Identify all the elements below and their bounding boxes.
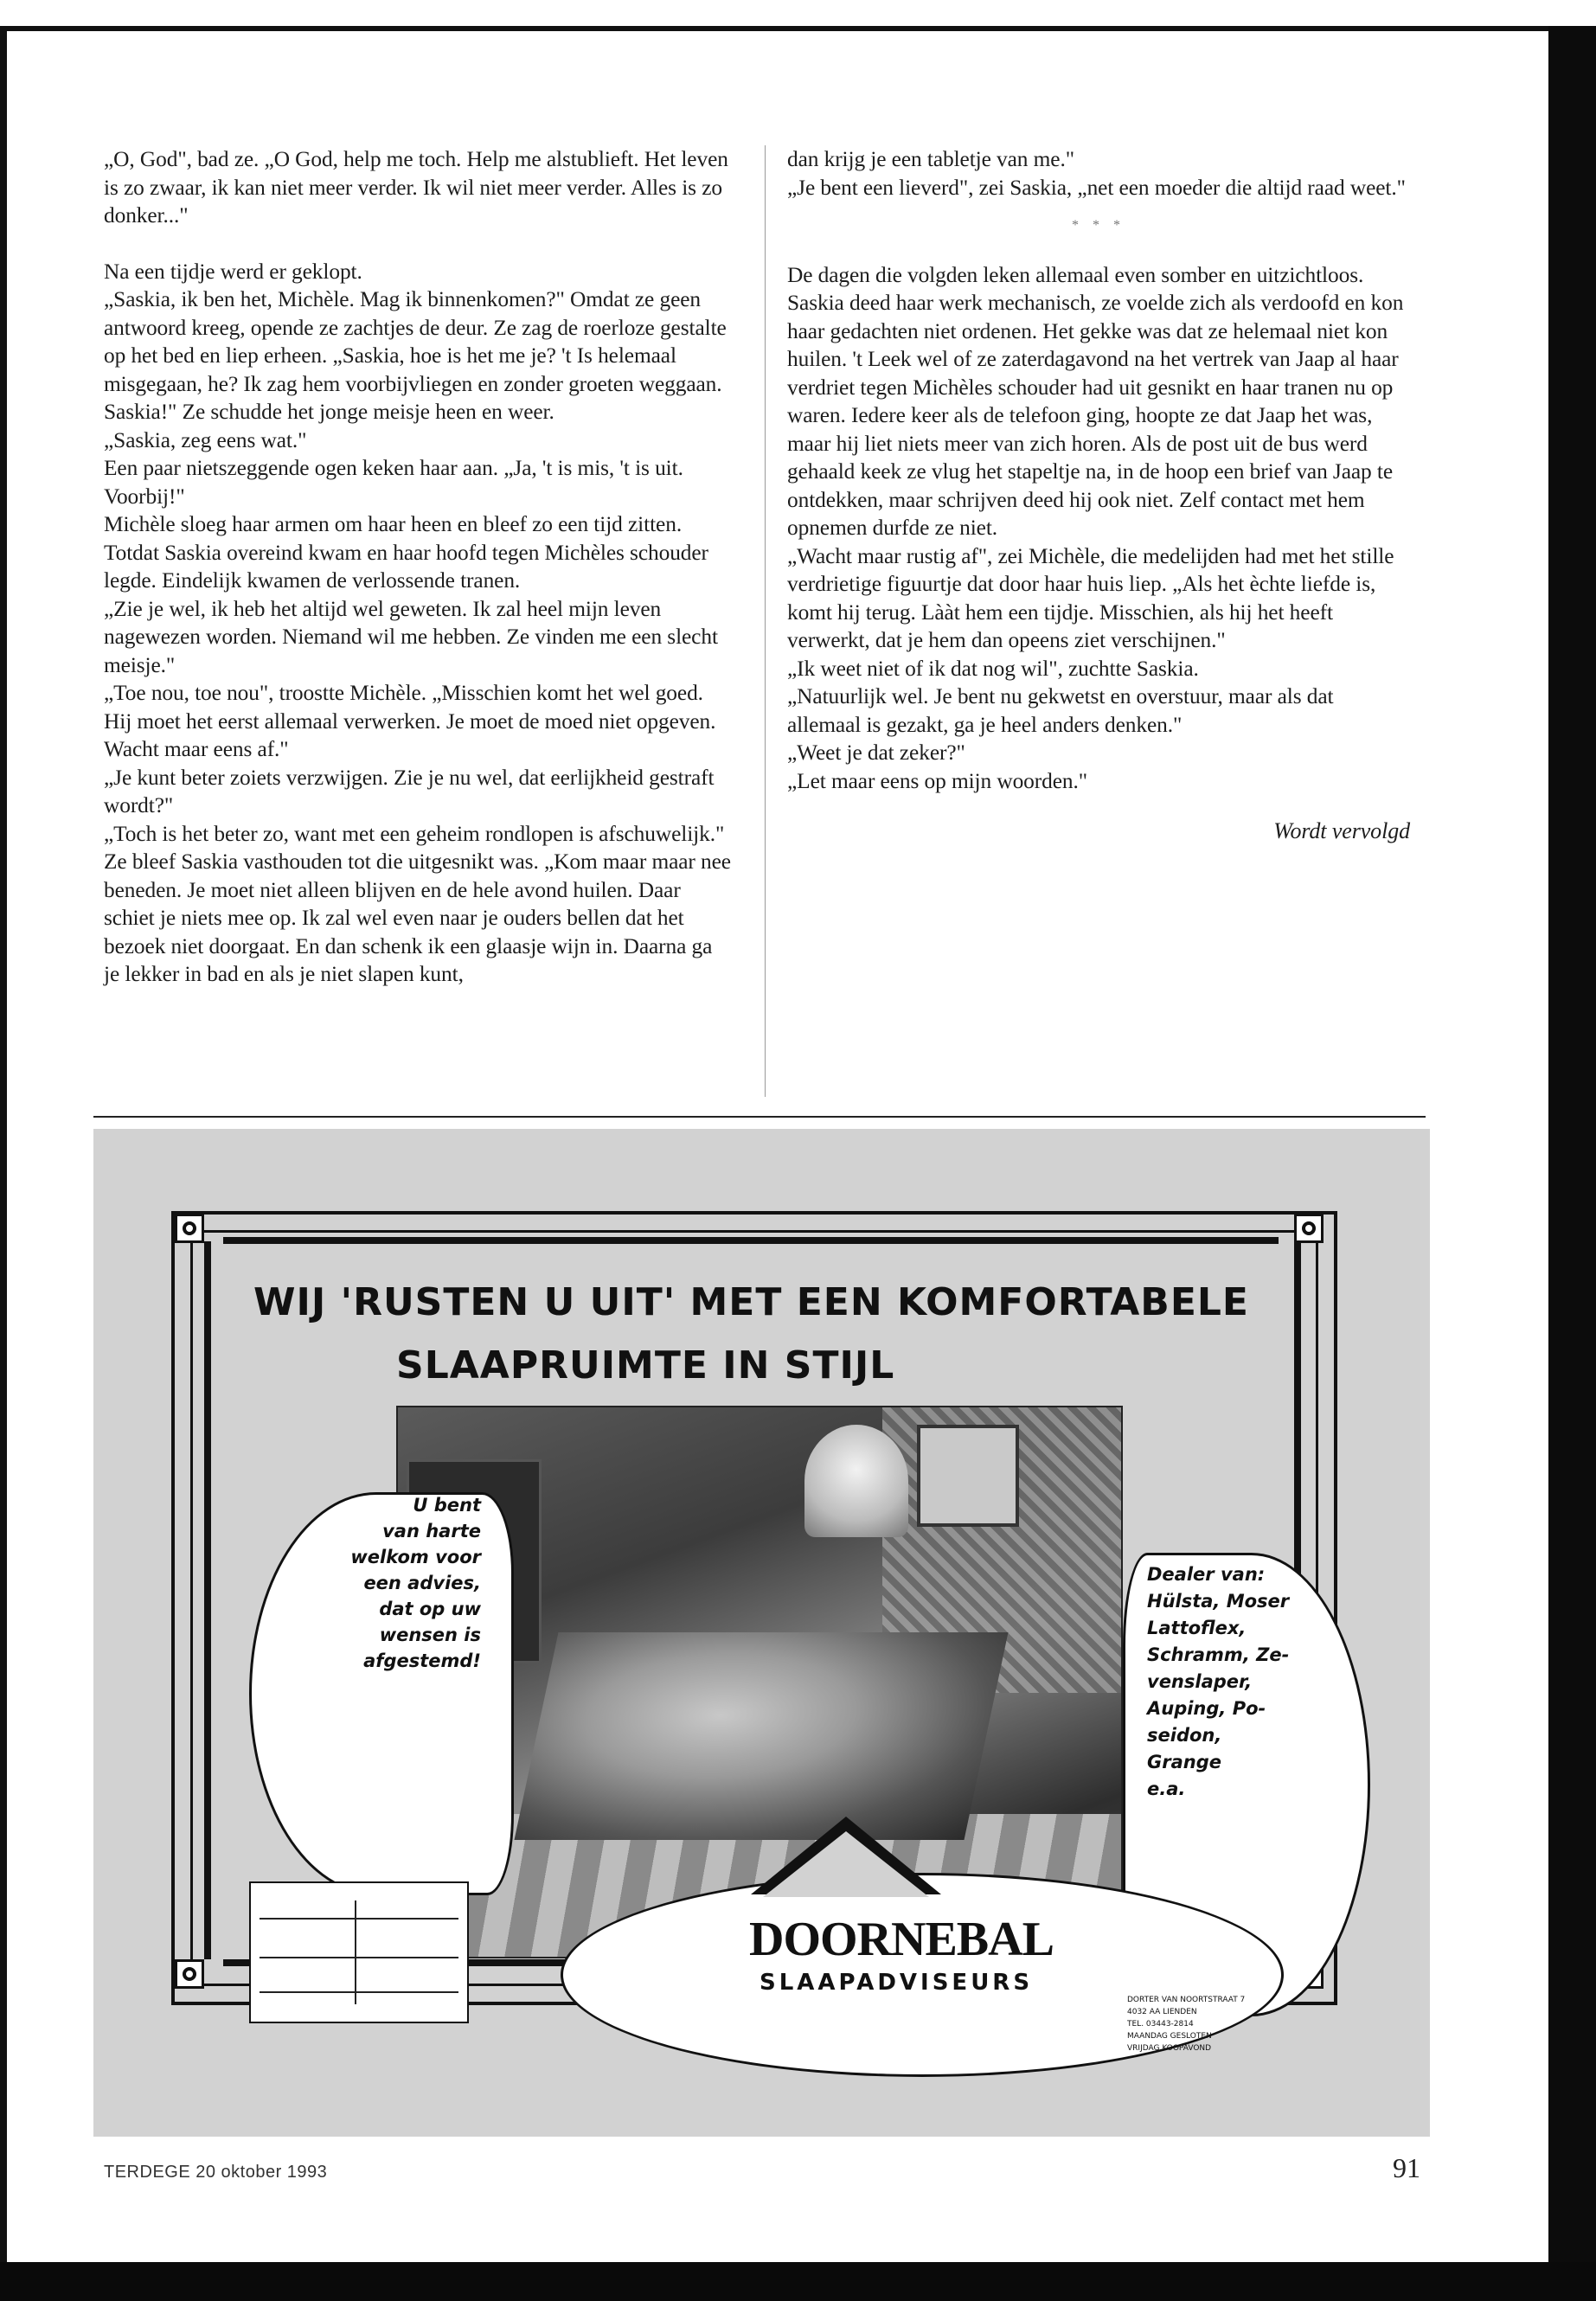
story-paragraph: „Natuurlijk wel. Je bent nu gekwetst en overstuur, maar als dat allemaal is gezakt, ga je heel anders denken.": [787, 684, 1334, 737]
screw-icon: [175, 1959, 204, 1989]
ad-frame-bar-top: [223, 1237, 1279, 1244]
story-paragraph: „Let maar eens op mijn woorden.": [787, 768, 1088, 793]
address-line: VRIJDAG KOOPAVOND: [1127, 2044, 1212, 2053]
bubble-line: welkom voor: [350, 1547, 481, 1567]
story-paragraph: „Saskia, zeg eens wat.": [104, 427, 307, 452]
map-road: [260, 1991, 458, 1993]
store-address: [1127, 1994, 1309, 2054]
bubble-line: Lattoflex,: [1147, 1618, 1247, 1638]
brand-subtitle: SLAAPADVISEURS: [760, 1970, 1034, 1996]
section-separator: * * *: [1072, 218, 1125, 233]
bubble-line: Hülsta, Moser: [1147, 1591, 1290, 1612]
ad-headline-sub: SLAAPRUIMTE IN STIJL: [396, 1343, 895, 1388]
bubble-line: Grange: [1147, 1752, 1221, 1772]
bubble-line: wensen is: [379, 1625, 481, 1645]
photo-wall-picture: [917, 1425, 1019, 1527]
story-column-left: [104, 145, 731, 989]
story-paragraph: „Weet je dat zeker?": [787, 740, 965, 765]
address-line: DORTER VAN NOORTSTRAAT 7: [1127, 1996, 1246, 2004]
story-paragraph: „Je kunt beter zoiets verzwijgen. Zie je nu wel, dat eerlijkheid gestraft wordt?": [104, 765, 715, 817]
bubble-line: Schramm, Ze-: [1147, 1644, 1290, 1665]
logo-roof-inner: [763, 1831, 929, 1897]
scan-edge-right: [1548, 26, 1596, 2275]
scan-edge-bottom: [0, 2262, 1596, 2301]
story-paragraph: dan krijg je een tabletje van me.": [787, 147, 1074, 171]
ad-headline: WIJ 'RUSTEN U UIT' MET EEN KOMFORTABELE: [253, 1280, 1249, 1324]
address-line: TEL. 03443-2814: [1127, 2020, 1194, 2029]
story-paragraph: „Toe nou, toe nou", troostte Michèle. „Misschien komt het wel goed. Hij moet het eerst allemaal verwerken. Je moet de moed niet opgeven. Wacht maar eens af.": [104, 681, 716, 761]
map-road: [260, 1957, 458, 1958]
scan-edge-top: [0, 26, 1596, 31]
welcome-bubble-text: [266, 1492, 481, 1674]
ad-frame-bar-left: [204, 1241, 211, 1959]
bubble-line: seidon,: [1147, 1725, 1222, 1746]
route-map: [249, 1881, 469, 2023]
column-divider: [765, 145, 766, 1097]
photo-bed: [514, 1632, 1008, 1840]
paragraph-gap: [104, 230, 731, 258]
bubble-line: e.a.: [1147, 1779, 1186, 1799]
story-paragraph: Michèle sloeg haar armen om haar heen en bleef zo een tijd zitten. Totdat Saskia overeind kwam en haar hoofd tegen Michèles schouder legde. Eindelijk kwamen de verlossende tranen.: [104, 512, 708, 593]
screw-icon: [175, 1214, 204, 1243]
bubble-line: afgestemd!: [363, 1650, 481, 1671]
to-be-continued: Wordt vervolgd: [1273, 818, 1410, 843]
map-road: [260, 1918, 458, 1920]
bubble-line: Dealer van:: [1147, 1564, 1266, 1585]
publication-footer: TERDEGE 20 oktober 1993: [104, 2163, 328, 2182]
bubble-line: een advies,: [363, 1573, 481, 1593]
story-paragraph: „Zie je wel, ik heb het altijd wel geweten. Ik zal heel mijn leven nagewezen worden. Niemand wil me hebben. Ze vinden me een slecht meisje.": [104, 596, 718, 677]
bubble-line: U bent: [413, 1495, 481, 1516]
map-road: [355, 1900, 356, 2004]
story-paragraph: „Je bent een lieverd", zei Saskia, „net een moeder die altijd raad weet.": [787, 175, 1406, 200]
bubble-line: Auping, Po-: [1147, 1698, 1266, 1719]
bubble-line: van harte: [382, 1521, 481, 1541]
story-paragraph: Na een tijdje werd er geklopt.: [104, 259, 362, 284]
story-paragraph: „Wacht maar rustig af", zei Michèle, die medelijden had met het stille verdrietige figuurtje dat door haar huis liep. „Als het èchte liefde is, komt hij terug. Lààt hem een tijdje. Misschien, als hij het heeft verwerkt, dat je hem dan opeens ziet verschijnen.": [787, 543, 1394, 652]
story-paragraph: „O, God", bad ze. „O God, help me toch. Help me alstublieft. Het leven is zo zwaar, ik kan niet meer verder. Ik wil niet meer verder. Alles is zo donker...": [104, 147, 728, 228]
story-paragraph: „Saskia, ik ben het, Michèle. Mag ik binnenkomen?" Omdat ze geen antwoord kreeg, opende ze zachtjes de deur. Ze zag de roerloze gestalte op het bed en liep erheen. „Saskia, hoe is het me je? 't Is helemaal misgegaan, he? Ik zag hem voorbijvliegen en zonder groeten weggaan. Saskia!" Ze schudde het jonge meisje heen en weer.: [104, 287, 727, 424]
story-column-right: [787, 145, 1410, 846]
advertisement-top-rule: [93, 1116, 1426, 1118]
scan-edge-left: [0, 26, 7, 2275]
bubble-line: dat op uw: [379, 1599, 481, 1619]
dealer-bubble-text: [1147, 1561, 1337, 1803]
address-line: MAANDAG GESLOTEN: [1127, 2032, 1212, 2041]
screw-icon: [1294, 1214, 1324, 1243]
advertisement: [93, 1129, 1430, 2137]
address-line: 4032 AA LIENDEN: [1127, 2008, 1197, 2016]
photo-lamp: [804, 1425, 908, 1537]
bubble-line: venslaper,: [1147, 1671, 1253, 1692]
story-paragraph: „Ik weet niet of ik dat nog wil", zuchtte Saskia.: [787, 656, 1199, 681]
story-paragraph: De dagen die volgden leken allemaal even somber en uitzichtloos. Saskia deed haar werk mechanisch, ze voelde zich als verdoofd en kon haar gedachten niet ordenen. Het gekke was dat ze helemaal niet kon huilen. 't Leek wel of ze zaterdagavond na het vertrek van Jaap al haar verdriet tegen Michèles schouder had uit gesnikt en haar tranen nu op waren. Iedere keer als de telefoon ging, hoopte ze dat Jaap het was, maar hij liet niets meer van zich horen. Als de post uit de bus werd gehaald keek ze vlug het stapeltje na, in de hoop een brief van Jaap te ontdekken, maar schrijven deed hij ook niet. Zelf contact met hem opnemen durfde ze niet.: [787, 262, 1404, 540]
story-paragraph: Een paar nietszeggende ogen keken haar aan. „Ja, 't is mis, 't is uit. Voorbij!": [104, 456, 683, 509]
story-paragraph: „Toch is het beter zo, want met een geheim rondlopen is afschuwelijk." Ze bleef Saskia vasthouden tot die uitgesnikt was. „Kom maar maar nee beneden. Je moet niet alleen blijven en de hele avond huilen. Daar schiet je niets mee op. Ik zal wel even naar je ouders bellen dat het bezoek niet doorgaat. En dan schenk ik een glaasje wijn in. Daarna ga je lekker in bad en als je niet slapen kunt,: [104, 821, 731, 986]
page-number: 91: [1393, 2152, 1420, 2183]
brand-logo: DOORNEBAL: [749, 1913, 1054, 1966]
